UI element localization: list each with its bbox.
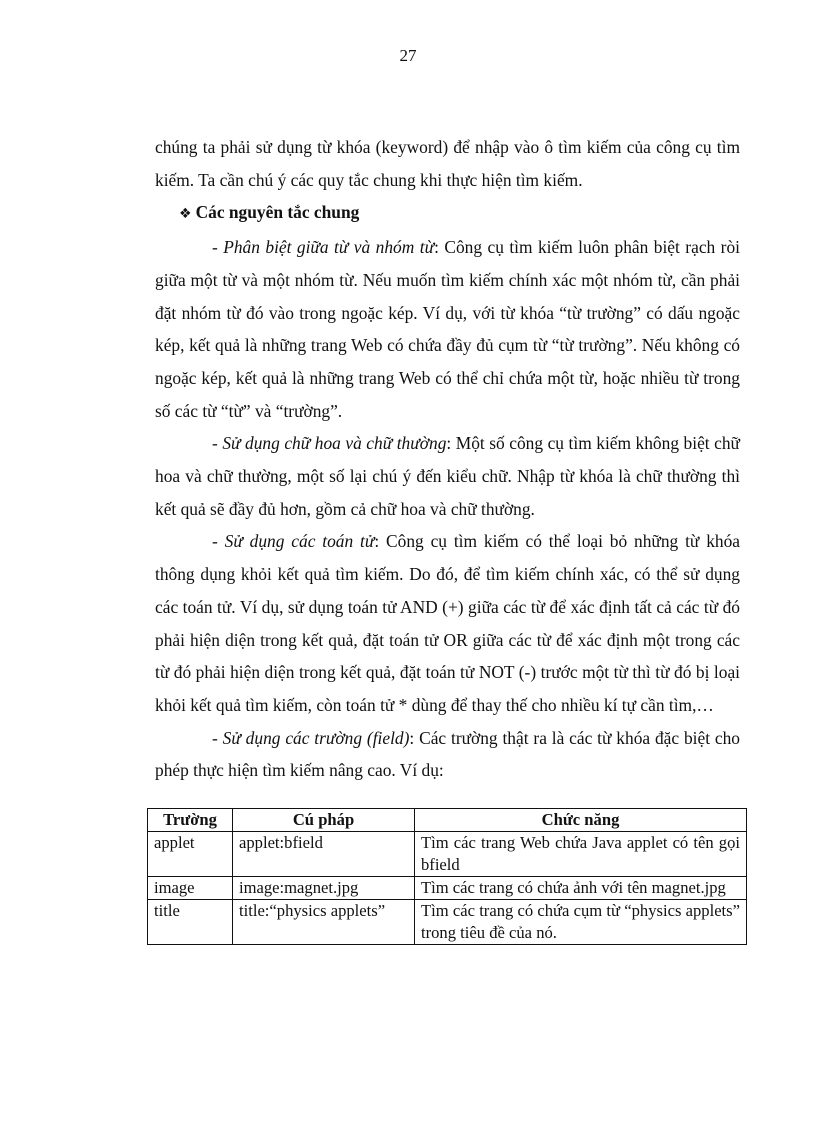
cell-syntax: title:“physics applets”	[233, 900, 415, 945]
cell-syntax: image:magnet.jpg	[233, 877, 415, 900]
paragraph-term: - Sử dụng chữ hoa và chữ thường	[212, 433, 447, 454]
paragraph-term: - Phân biệt giữa từ và nhóm từ	[212, 237, 435, 258]
paragraph-text: : Công cụ tìm kiếm có thể loại bỏ những từ khóa thông dụng khỏi kết quả tìm kiếm. Do đó, để tìm kiếm chính xác, có thể sử dụng các toán tử. Ví dụ, sử dụng toán tử AND (+) giữa các từ để xác định tất cả các từ đó phải hiện diện trong kết quả, đặt toán tử OR giữa các từ để xác định một trong các từ đó phải hiện diện trong kết quả, đặt toán tử NOT (-) trước một từ thì từ đó bị loại khỏi kết quả tìm kiếm, còn toán tử * dùng để thay thế cho nhiều kí tự cần tìm,…	[155, 531, 741, 715]
cell-field: title	[148, 900, 233, 945]
diamond-bullet-icon: ❖	[179, 206, 192, 223]
column-header-function: Chức năng	[415, 809, 747, 832]
paragraph-text: : Một số công cụ tìm kiếm không biệt chữ hoa và chữ thường, một số lại chú ý đến kiểu chữ. Nhập từ khóa là chữ thường thì kết quả sẽ đầy đủ hơn, gồm cả chữ hoa và chữ thường.	[155, 433, 740, 519]
table-row	[148, 832, 747, 877]
table-row	[148, 877, 747, 900]
page-number: 27	[399, 46, 417, 65]
cell-field: image	[148, 877, 233, 900]
body-text	[155, 131, 740, 787]
cell-field: applet	[148, 832, 233, 877]
cell-syntax: applet:bfield	[233, 832, 415, 877]
section-heading	[155, 196, 740, 231]
table-row	[148, 900, 747, 945]
paragraph-term: - Sử dụng các toán tử	[212, 531, 375, 552]
section-heading-text: Các nguyên tắc chung	[195, 202, 360, 223]
cell-function: Tìm các trang có chứa cụm từ “physics applets” trong tiêu đề của nó.	[415, 900, 747, 945]
intro-paragraph: chúng ta phải sử dụng từ khóa (keyword) để nhập vào ô tìm kiếm của công cụ tìm kiếm. Ta cần chú ý các quy tắc chung khi thực hiện tìm kiếm.	[155, 137, 740, 190]
paragraph-fields	[155, 722, 740, 787]
cell-function: Tìm các trang có chứa ảnh với tên magnet.jpg	[415, 877, 747, 900]
paragraph-text: : Công cụ tìm kiếm luôn phân biệt rạch ròi giữa một từ và một nhóm từ. Nếu muốn tìm kiếm chính xác một nhóm từ, cần phải đặt nhóm từ đó vào trong ngoặc kép. Ví dụ, với từ khóa “từ trường” có dấu ngoặc kép, kết quả là những trang Web có chứa đầy đủ cụm từ “từ trường”. Nếu không có ngoặc kép, kết quả là những trang Web có thể chỉ chứa một từ, hoặc nhiều từ trong số các từ “từ” và “trường”.	[155, 237, 740, 421]
table-header-row	[148, 809, 747, 832]
paragraph-term: - Sử dụng các trường (field)	[212, 727, 410, 748]
column-header-field: Trường	[148, 809, 233, 832]
paragraph-case-sensitivity	[155, 427, 740, 525]
paragraph-text: : Các trường thật ra là các từ khóa đặc biệt cho phép thực hiện tìm kiếm nâng cao. Ví dụ:	[155, 727, 740, 781]
paragraph-operators	[155, 525, 740, 721]
column-header-syntax: Cú pháp	[233, 809, 415, 832]
fields-table	[147, 808, 747, 945]
paragraph-words-vs-phrases	[155, 231, 740, 427]
cell-function: Tìm các trang Web chứa Java applet có tên gọi bfield	[415, 832, 747, 877]
